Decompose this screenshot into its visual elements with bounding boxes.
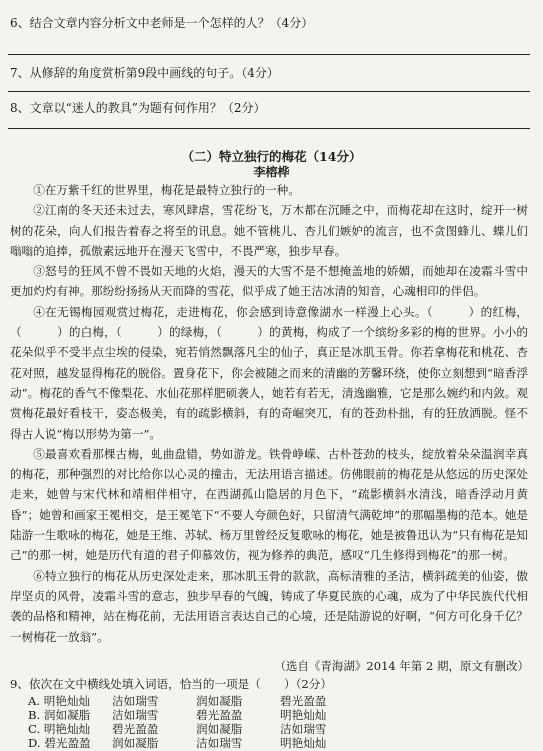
paragraph-5: ⑤最喜欢看那棵古梅，虬曲盘错，势如游龙。铁骨峥嵘、古朴苍劲的枝头，绽放着朵朵温润幸真的梅花，那种强烈的对比给你以心灵的撞击，无法用语言描述。仿佛眼前的梅花是从悠远的历史深处走来，她曾与宋代林和靖相伴相守，在西湖孤山隐居的月色下，“疏影横斜水清浅，暗香浮动月黄昏”；她曾和画家王冕相交，是王冕笔下“不要人夸颜色好，只留清气满乾坤”的那幅墨梅的范本。她是陆游一生歌咏的梅花，她是王维、苏轼、杨万里曾经反复歌咏的梅花，她是被鲁迅认为“只有梅花是知己”的那一树，她是历代有道的君子仰慕效仿，视为修养的典范，感叹“几生修得到梅花”的那一树。 bbox=[10, 446, 528, 563]
paragraph-1: ①在万紫千红的世界里，梅花是最特立独行的一种。 bbox=[33, 183, 300, 197]
option-label: D. 碧光盈盈 bbox=[28, 736, 91, 750]
question-7: 7、从修辞的角度赏析第9段中画线的句子。（4分） bbox=[10, 66, 279, 80]
question-9: 9、依次在文中横线处填入词语，恰当的一项是（ ）（2分） bbox=[10, 677, 332, 691]
option-choice: 润如凝脂 bbox=[196, 694, 243, 708]
paragraph-6: ⑥特立独行的梅花从历史深处走来，那冰肌玉骨的款款，高标清雅的圣洁，横斜疏美的仙姿，傲岸坚贞的风骨，凌霜斗雪的意志，独步早春的气魄，铸成了华夏民族的心魂，成为了中华民族代代相袭的品格和精神，站在梅花前，无法用语言表达自己的心境，还是陆游说的好啊，“何方可化身千亿？一树梅花一放翁”。 bbox=[10, 568, 528, 644]
option-choice: 碧光盈盈 bbox=[280, 694, 327, 708]
question-6: 6、结合文章内容分析文中老师是一个怎样的人？（4分） bbox=[10, 16, 314, 30]
paragraph-3: ③怒号的狂风不曾不畏如天地的火焰，漫天的大雪不是不想掩盖地的娇媚，而她却在凌霜斗雪中更加灼灼有神。那纷纷扬扬从天而降的雪花，似乎成了她王洁冰清的知音，心魂相印的伴侣。 bbox=[10, 264, 528, 299]
option-label: A. 明艳灿灿 bbox=[28, 694, 91, 708]
option-choice: 洁如瑞雪 bbox=[112, 708, 159, 722]
answer-line-8 bbox=[8, 128, 530, 129]
option-choice: 碧光盈盈 bbox=[112, 722, 159, 736]
article-author: 李榕桦 bbox=[253, 165, 290, 179]
option-label: C. 明艳灿灿 bbox=[28, 722, 91, 736]
option-choice: 洁如瑞雪 bbox=[280, 722, 327, 736]
question-8: 8、文章以“迷人的教具”为题有何作用？（2分） bbox=[10, 101, 266, 115]
option-choice: 碧光盈盈 bbox=[196, 708, 243, 722]
option-choice: 洁如瑞雪 bbox=[196, 736, 243, 750]
option-choice: 明艳灿灿 bbox=[280, 708, 327, 722]
article-body bbox=[10, 180, 528, 647]
article-source: （选自《青海湖》2014 年第 2 期，原文有删改） bbox=[274, 659, 529, 673]
answer-line-7 bbox=[8, 91, 530, 92]
article-title: （二）特立独行的梅花（14分） bbox=[181, 149, 362, 164]
paragraph-4: ④在无锡梅园观赏过梅花，走进梅花，你会感到诗意像湖水一样漫上心头。（ ）的红梅，（ ）的白梅，（ ）的绿梅，（ ）的黄梅，构成了一个缤纷多彩的梅的世界。小小的花朵似乎不受半点尘埃的侵染，宛若悄然飘落凡尘的仙子，真正是冰肌玉骨。你若拿梅花和桃花、杏花对照，越发显得梅花的脱俗。置身花下，你会被随之而来的清幽的芳馨环绕，使你立刻想到“暗香浮动”。梅花的香气不像梨花、水仙花那样肥硕袭人，她若有若无，清逸幽雅，它是那么婉约和内敛。观赏梅花最好看枝干，姿态极美，有的疏影横斜，有的奇崛突兀，有的苍劲朴拙，有的狂放洒脱。怪不得古人说“梅以形势为第一”。 bbox=[10, 304, 528, 441]
option-choice: 明艳灿灿 bbox=[280, 736, 327, 750]
paragraph-2: ②江南的冬天还未过去，寒风肆虐，雪花纷飞，万木都在沉睡之中，而梅花却在这时，绽开一树树的花朵，向人们报告着春之将至的讯息。她不管桃儿、杏儿们嫉妒的流言，也不贪图蜂儿、蝶儿们嗡嗡的追捧，孤傲素远地开在漫天飞雪中，不畏严寒，独步早春。 bbox=[10, 203, 528, 258]
option-choice: 润如凝脂 bbox=[196, 722, 243, 736]
option-choice: 洁如瑞雪 bbox=[112, 694, 159, 708]
option-label: B. 润如凝脂 bbox=[28, 708, 91, 722]
option-choice: 润如凝脂 bbox=[112, 736, 159, 750]
answer-line-6 bbox=[8, 54, 530, 55]
